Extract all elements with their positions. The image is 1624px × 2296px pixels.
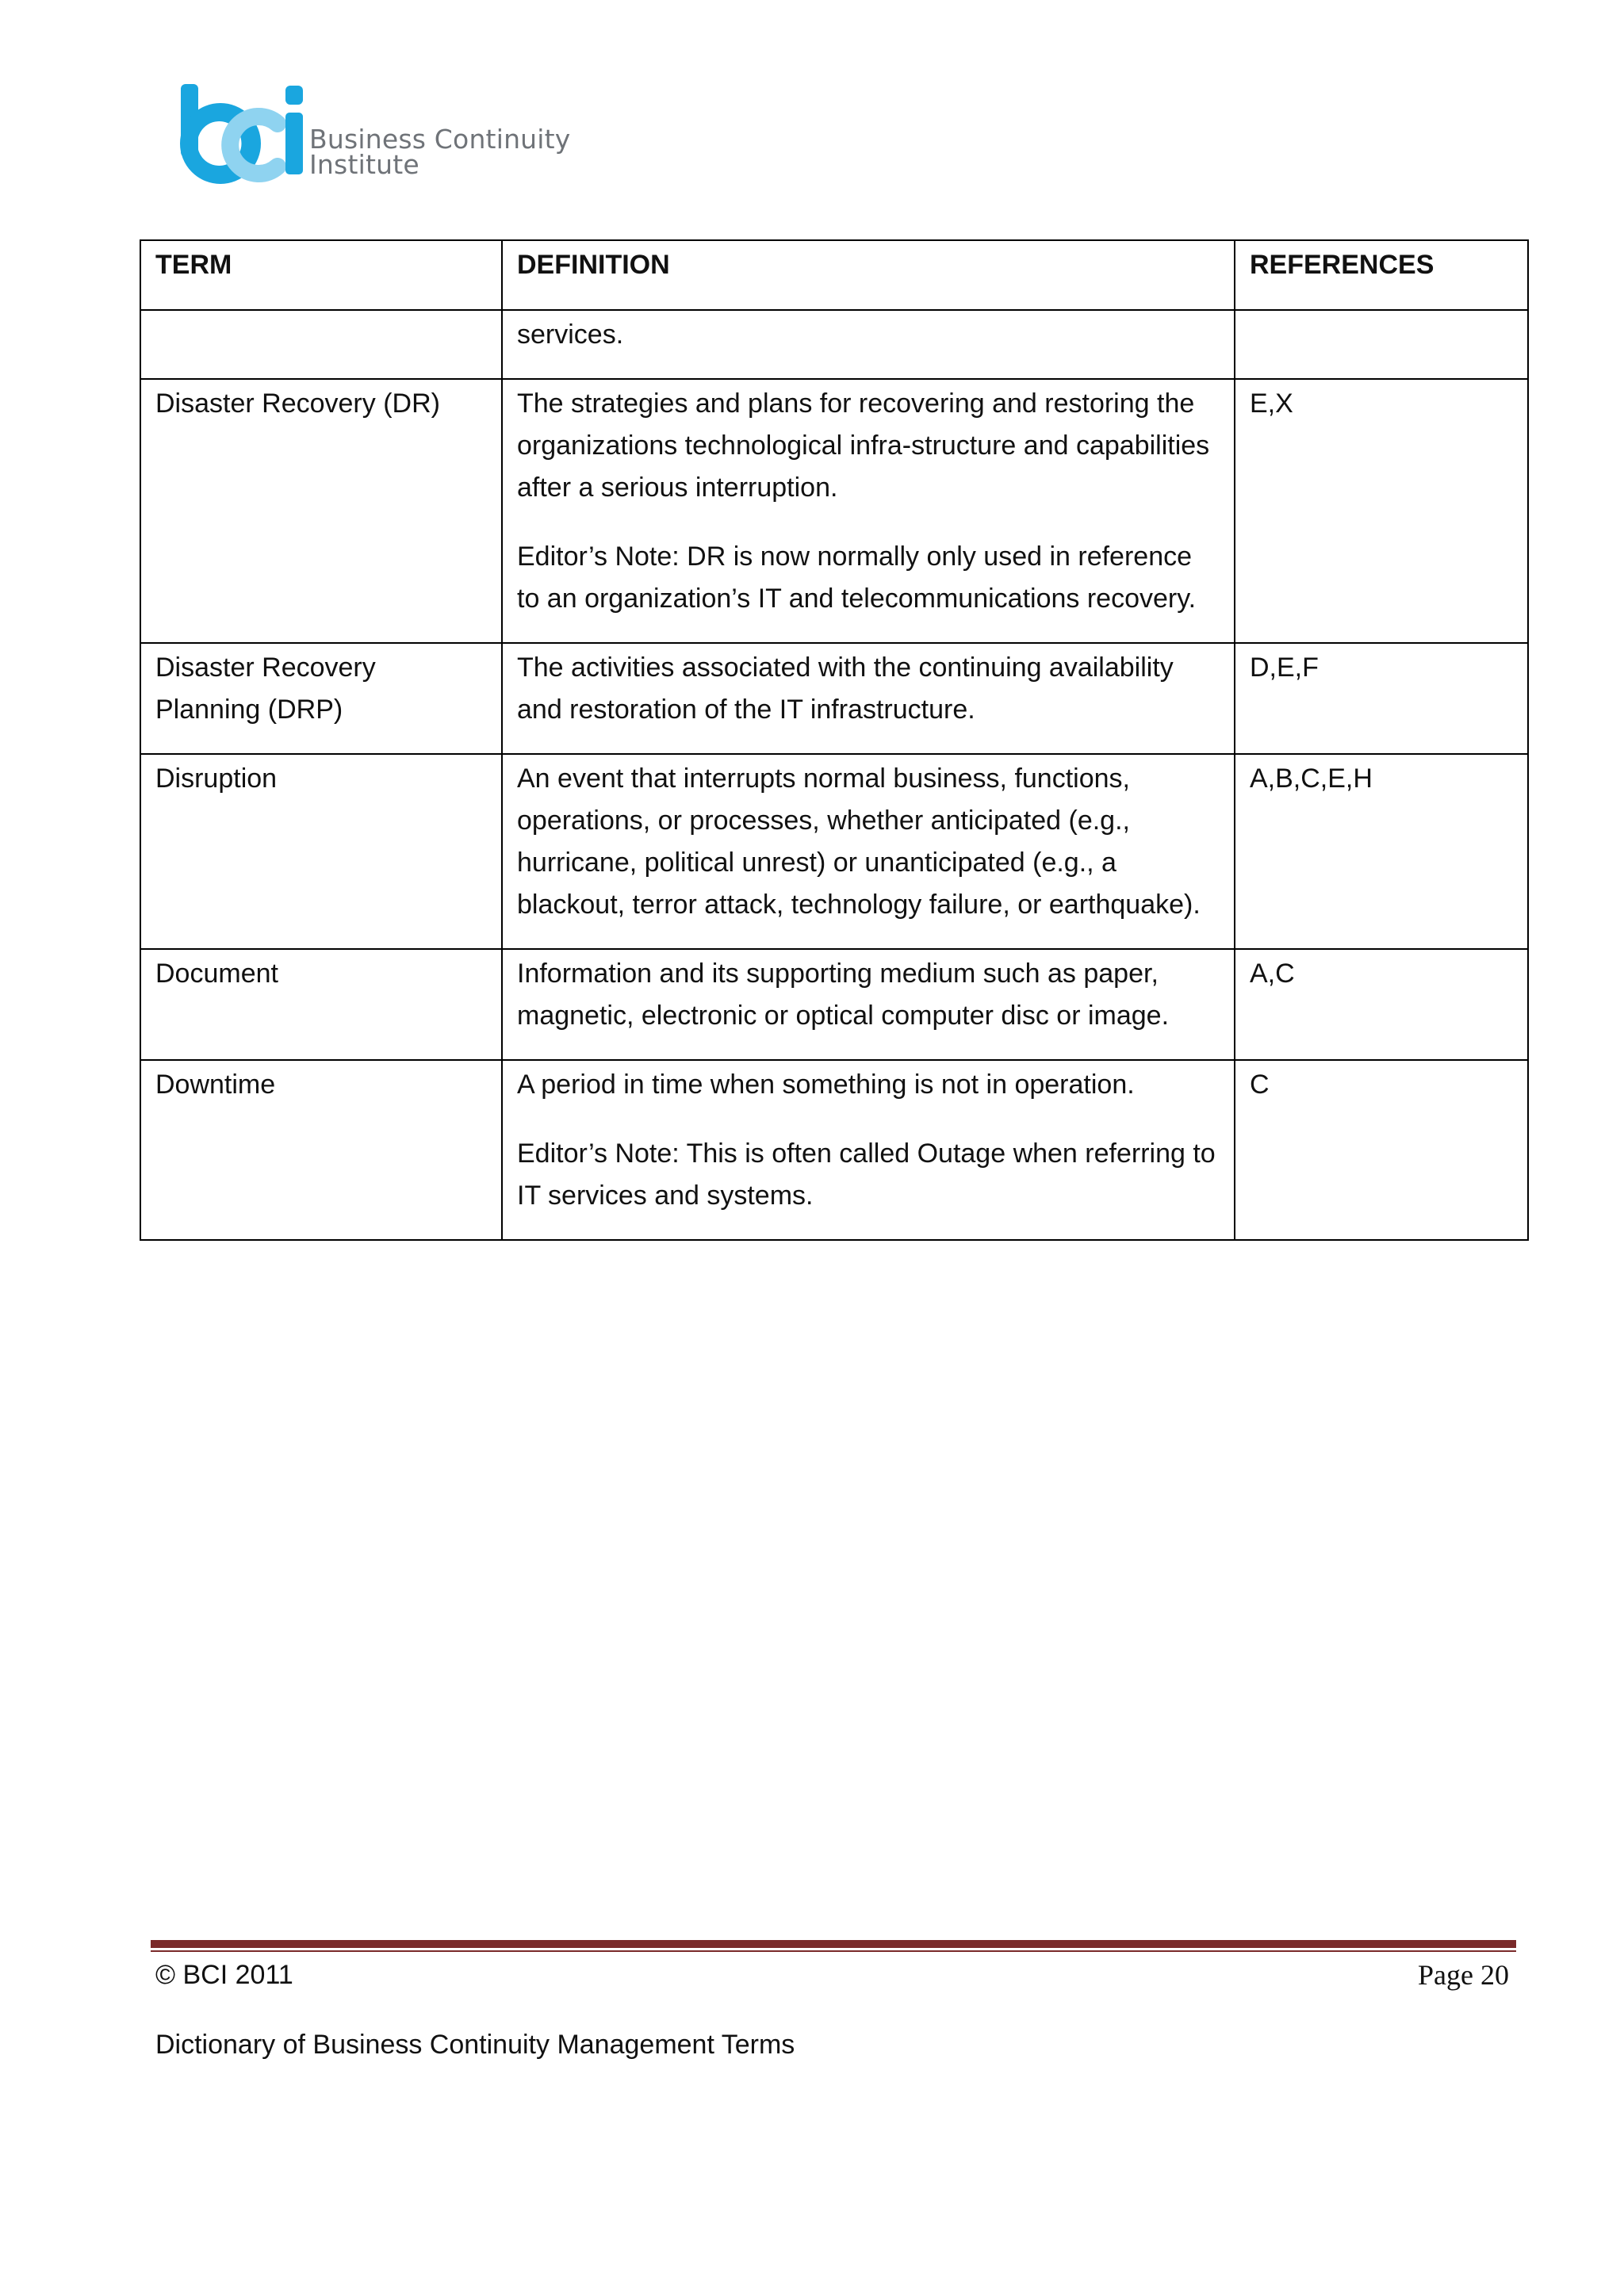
table-row bbox=[140, 949, 1528, 1060]
definition-cell bbox=[502, 949, 1235, 1060]
references-cell: A,C bbox=[1235, 949, 1528, 1060]
table-row bbox=[140, 379, 1528, 643]
bci-logo-mark-icon bbox=[176, 82, 311, 186]
term-cell: Document bbox=[140, 949, 502, 1060]
header-definition: DEFINITION bbox=[502, 240, 1235, 310]
definition-cell bbox=[502, 1060, 1235, 1240]
logo-line-1: Business Continuity bbox=[309, 124, 571, 155]
definition-text: Information and its supporting medium such as paper, magnetic, electronic or optical computer disc or image. bbox=[517, 959, 1170, 1031]
footer-document-title: Dictionary of Business Continuity Management Terms bbox=[155, 2030, 795, 2060]
editor-note: Editor’s Note: DR is now normally only used in reference to an organization’s IT and telecommunications recovery. bbox=[517, 541, 1197, 614]
term-cell: Disaster Recovery (DR) bbox=[140, 379, 502, 643]
term-cell: Disaster Recovery Planning (DRP) bbox=[140, 643, 502, 754]
definition-text: The activities associated with the continuing availability and restoration of the IT infrastructure. bbox=[517, 652, 1174, 725]
table-row bbox=[140, 1060, 1528, 1240]
definition-text: The strategies and plans for recovering and restoring the organizations technological infra-structure and capabilities after a serious interruption. bbox=[517, 388, 1210, 503]
footer-copyright: © BCI 2011 bbox=[155, 1960, 293, 1990]
bci-logo bbox=[176, 82, 571, 186]
references-cell: E,X bbox=[1235, 379, 1528, 643]
footer-rule-thin bbox=[151, 1950, 1516, 1952]
footer-page-number: Page 20 bbox=[1418, 1959, 1509, 1991]
term-cell bbox=[140, 310, 502, 379]
definition-cell bbox=[502, 643, 1235, 754]
terms-table bbox=[140, 239, 1529, 1241]
references-cell: C bbox=[1235, 1060, 1528, 1240]
references-cell bbox=[1235, 310, 1528, 379]
references-cell: A,B,C,E,H bbox=[1235, 754, 1528, 949]
definition-text: A period in time when something is not in operation. bbox=[517, 1070, 1135, 1100]
definition-cell bbox=[502, 310, 1235, 379]
references-cell: D,E,F bbox=[1235, 643, 1528, 754]
definition-cell bbox=[502, 754, 1235, 949]
term-cell: Disruption bbox=[140, 754, 502, 949]
definition-text: services. bbox=[517, 320, 624, 350]
definition-cell bbox=[502, 379, 1235, 643]
logo-wordmark bbox=[309, 124, 571, 180]
definition-text: An event that interrupts normal business, functions, operations, or processes, whether anticipated (e.g., hurricane, political unrest) or unanticipated (e.g., a blackout, terror attack, technology failure, or earthquake). bbox=[517, 763, 1201, 920]
editor-note: Editor’s Note: This is often called Outage when referring to IT services and systems. bbox=[517, 1138, 1216, 1211]
footer-rule bbox=[151, 1940, 1516, 1948]
logo-line-2: Institute bbox=[309, 149, 419, 180]
table-row bbox=[140, 310, 1528, 379]
table-header-row bbox=[140, 240, 1528, 310]
header-references: REFERENCES bbox=[1235, 240, 1528, 310]
term-cell: Downtime bbox=[140, 1060, 502, 1240]
table-row bbox=[140, 643, 1528, 754]
table-row bbox=[140, 754, 1528, 949]
header-term: TERM bbox=[140, 240, 502, 310]
